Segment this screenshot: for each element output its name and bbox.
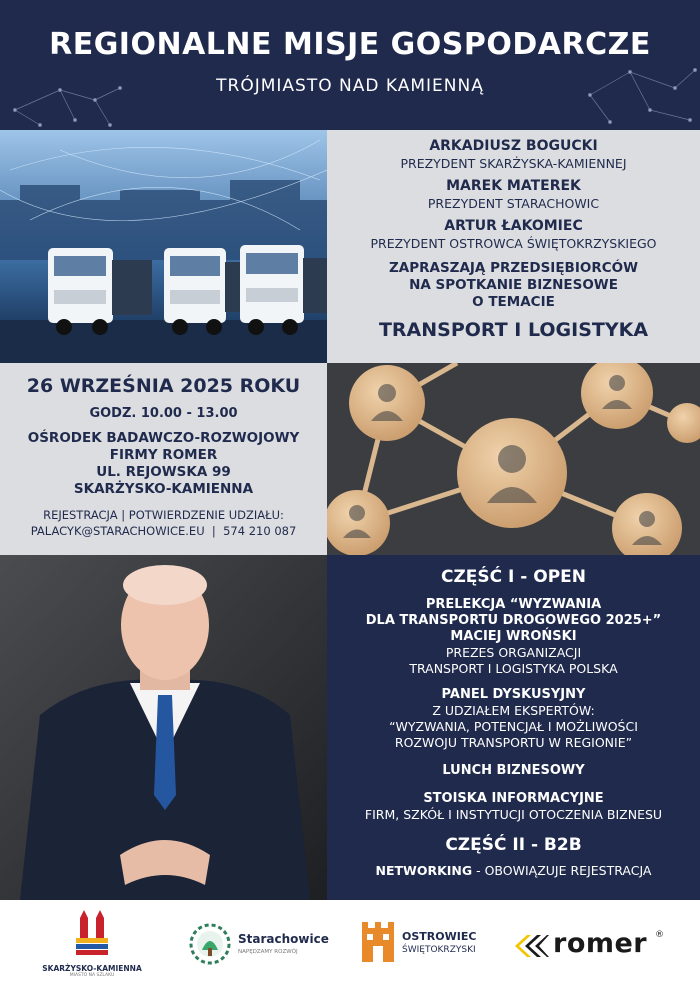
speaker-name: MACIEJ WROŃSKI [450,629,577,644]
panel-line: Z UDZIAŁEM EKSPERTÓW: [432,703,595,718]
skarzysko-kamienna-logo [42,910,142,978]
meeting-topic: TRANSPORT I LOGISTYKA [378,319,649,341]
header-banner [0,0,700,130]
event-hours: GODZ. 10.00 - 13.00 [89,406,238,421]
invite-line: ZAPRASZAJĄ PRZEDSIĘBIORCÓW [388,260,639,276]
part1-heading: CZĘŚĆ I - OPEN [440,567,587,587]
skarzysko-tagline: MIASTO NA SZLAKU [69,973,115,978]
page-subtitle: TRÓJMIASTO NAD KAMIENNĄ [216,76,484,96]
sponsor-logos-footer [0,900,700,990]
part2-heading: CZĘŚĆ II - B2B [445,835,582,855]
event-date: 26 WRZEŚNIA 2025 ROKU [26,375,301,397]
trucks-photo [0,130,327,363]
panel-title: PANEL DYSKUSYJNY [441,687,586,702]
speaker-portrait [0,555,327,900]
ostrowiec-name-line: ŚWIĘTOKRZYSKI [402,945,476,955]
stands-description: FIRM, SZKÓŁ I INSTYTUCJI OTOCZENIA BIZNESU [364,807,663,822]
ostrowiec-crest-icon [360,922,396,964]
ostrowiec-name-line: OSTROWIEC [402,930,477,943]
invite-line: O TEMACIE [472,294,555,310]
speaker-role-line: PREZES ORGANIZACJI [445,645,582,660]
organizer-role: PREZYDENT OSTROWCA ŚWIĘTOKRZYSKIEGO [370,236,657,251]
romer-chevrons-icon [515,935,549,957]
romer-wordmark: romer [553,928,648,959]
lunch-item: LUNCH BIZNESOWY [442,763,585,778]
lecture-line: PRELEKCJA “WYZWANIA [425,597,602,612]
organizers-panel [327,130,700,363]
ostrowiec-logo [360,922,490,966]
starachowice-tagline: NAPĘDZAMY ROZWÓJ [238,949,298,955]
organizer-name: ARTUR ŁAKOMIEC [444,218,583,234]
starachowice-logo [188,922,329,966]
organizer-name: MAREK MATEREK [446,178,581,194]
venue-line: OŚRODEK BADAWCZO-ROZWOJOWY [27,430,300,446]
city-crest-icon [72,910,112,956]
organizer-role: PREZYDENT STARACHOWIC [427,196,600,211]
lecture-line: DLA TRANSPORTU DROGOWEGO 2025+” [365,613,662,628]
venue-line: FIRMY ROMER [109,447,218,463]
networking-label: NETWORKING [375,863,473,878]
registration-contact[interactable]: PALACYK@STARACHOWICE.EU | 574 210 087 [30,524,297,538]
speaker-role-line: TRANSPORT I LOGISTYKA POLSKA [409,661,618,676]
skarzysko-name: SKARŻYSKO-KAMIENNA [42,964,142,973]
venue-line: UL. REJOWSKA 99 [96,464,231,480]
network-lines-decoration [0,0,700,130]
program-panel [327,555,700,900]
panel-line: “WYZWANIA, POTENCJAŁ I MOŻLIWOŚCI [389,719,638,734]
stands-title: STOISKA INFORMACYJNE [423,791,604,806]
registration-label: REJESTRACJA | POTWIERDZENIE UDZIAŁU: [43,508,284,522]
organizer-role: PREZYDENT SKARŻYSKA-KAMIENNEJ [400,156,627,171]
gear-tree-icon [188,922,234,966]
venue-line: SKARŻYSKO-KAMIENNA [73,481,254,497]
people-network-photo [327,363,700,555]
page-title: REGIONALNE MISJE GOSPODARCZE [49,27,651,62]
starachowice-name: Starachowice [238,932,329,946]
event-info-panel [0,363,327,555]
romer-logo [515,928,675,964]
registered-mark: ® [655,930,664,940]
panel-line: ROZWOJU TRANSPORTU W REGIONIE” [394,735,633,750]
organizer-name: ARKADIUSZ BOGUCKI [429,138,598,154]
networking-line [327,863,700,879]
invite-line: NA SPOTKANIE BIZNESOWE [409,277,618,293]
networking-note: - OBOWIĄZUJE REJESTRACJA [472,863,652,878]
